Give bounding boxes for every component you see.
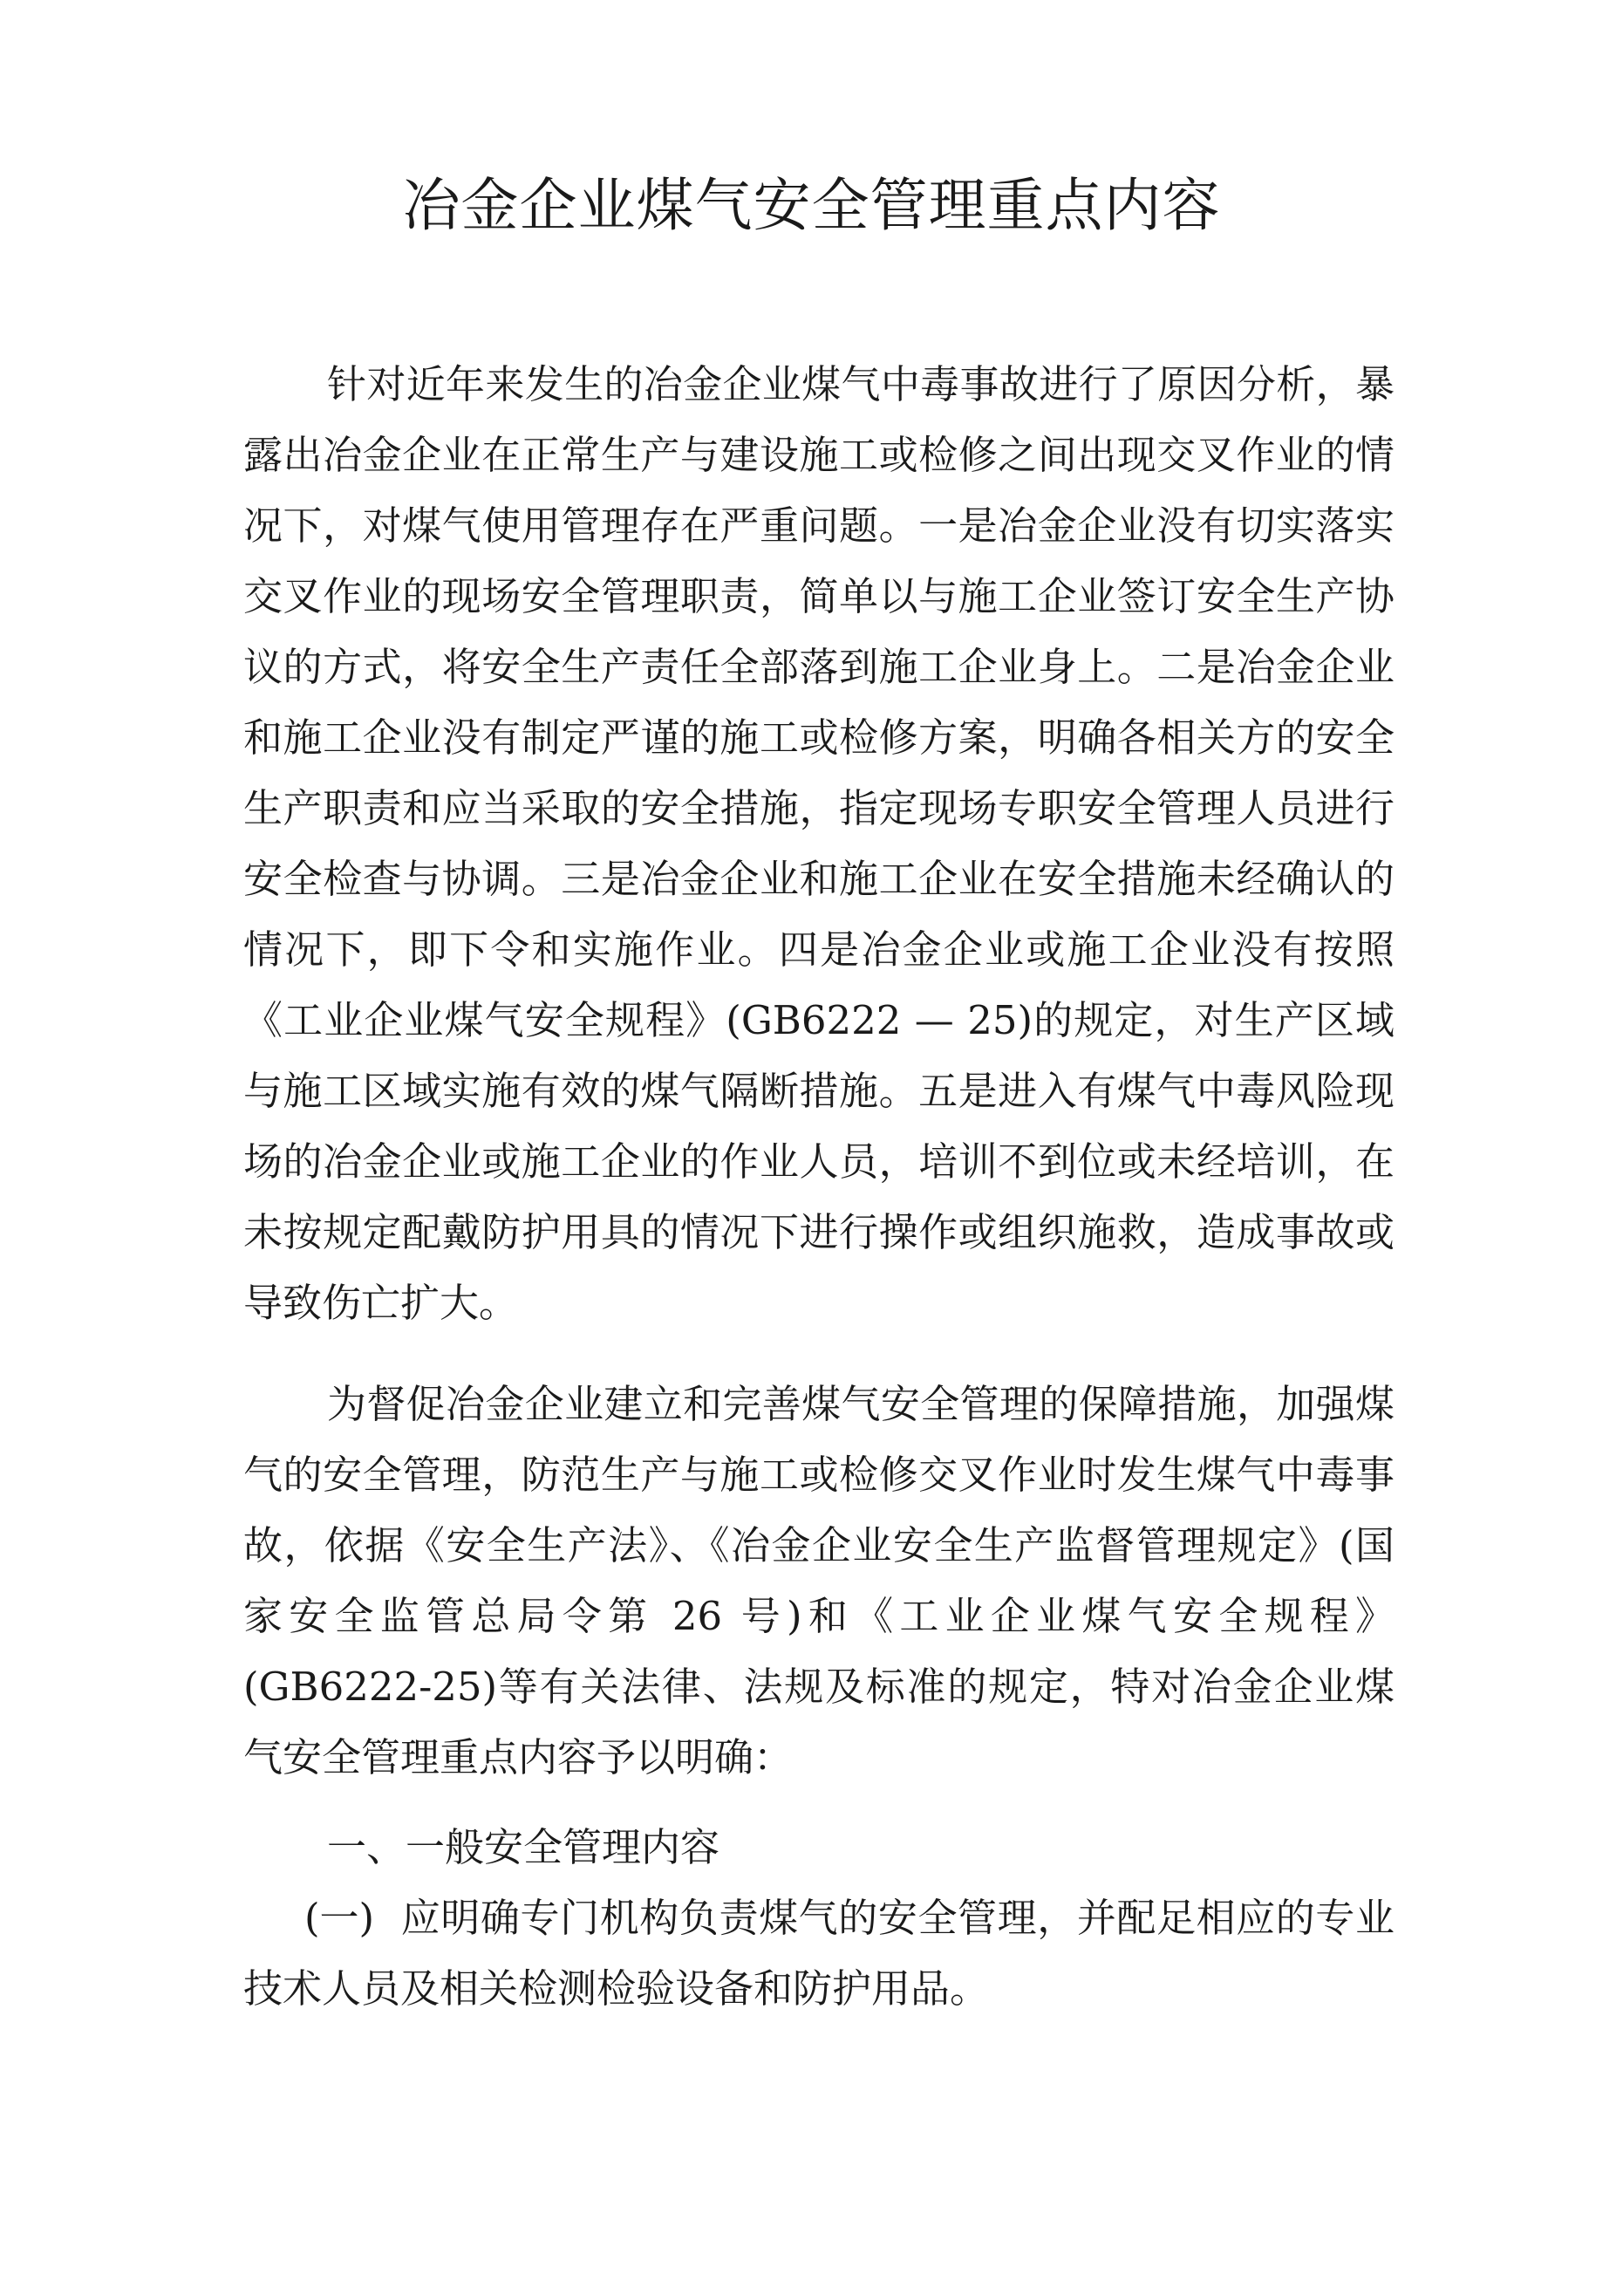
list-item-number: (一) (304, 1895, 375, 1941)
list-item-text: 应明确专门机构负责煤气的安全管理，并配足相应的专业技术人员及相关检测检验设备和防护用品。 (243, 1895, 1395, 2012)
list-item-1 (243, 1883, 1395, 2024)
document-title: 冶金企业煤气安全管理重点内容 (402, 172, 1221, 239)
paragraph-purpose: 为督促冶金企业建立和完善煤气安全管理的保障措施，加强煤气的安全管理，防范生产与施工或检修交叉作业时发生煤气中毒事故，依据《安全生产法》、《冶金企业安全生产监督管理规定》(国家安全监管总局令第 26 号)和《工业企业煤气安全规程》(GB6222-25)等有关法律、法规及标准的规定，特对冶金企业煤气安全管理重点内容予以明确： (243, 1381, 1395, 1780)
paragraph-cause-analysis: 针对近年来发生的冶金企业煤气中毒事故进行了原因分析，暴露出冶金企业在正常生产与建设施工或检修之间出现交叉作业的情况下，对煤气使用管理存在严重问题。一是冶金企业没有切实落实交叉作业的现场安全管理职责，简单以与施工企业签订安全生产协议的方式，将安全生产责任全部落到施工企业身上。二是冶金企业和施工企业没有制定严谨的施工或检修方案，明确各相关方的安全生产职责和应当采取的安全措施，指定现场专职安全管理人员进行安全检查与协调。三是冶金企业和施工企业在安全措施未经确认的情况下，即下令和实施作业。四是冶金企业或施工企业没有按照《工业企业煤气安全规程》(GB6222 — 25)的规定，对生产区域与施工区域实施有效的煤气隔断措施。五是进入有煤气中毒风险现场的冶金企业或施工企业的作业人员，培训不到位或未经培训，在未按规定配戴防护用具的情况下进行操作或组织施救，造成事故或导致伤亡扩大。 (243, 361, 1395, 1326)
section-heading-general-management: 一、一般安全管理内容 (327, 1824, 720, 1870)
